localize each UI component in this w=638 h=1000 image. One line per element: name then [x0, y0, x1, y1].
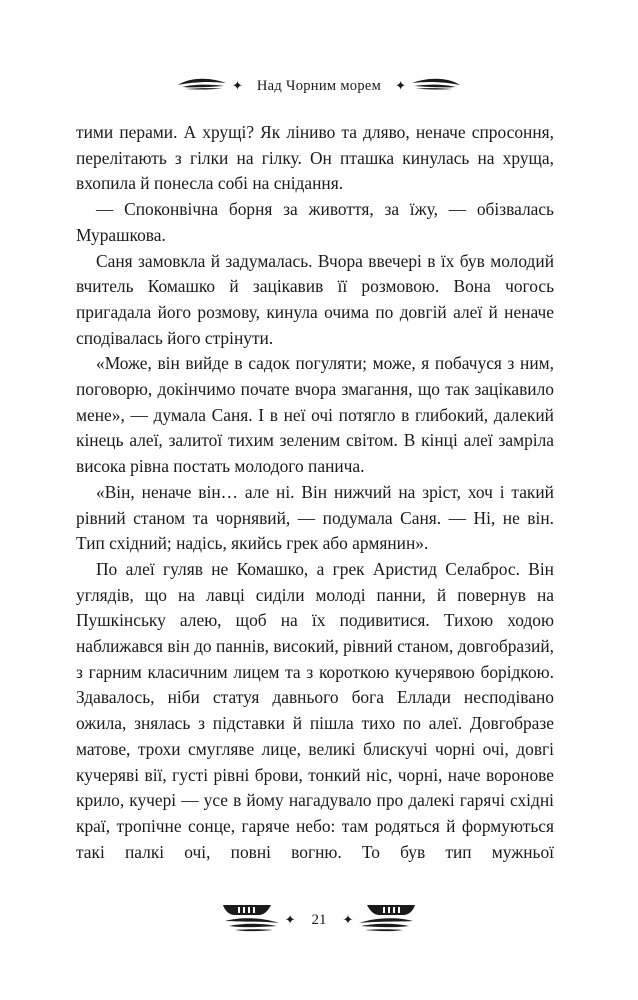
footer-ornament-right-icon — [357, 901, 417, 940]
page-number: 21 — [311, 911, 327, 928]
page-footer — [0, 900, 638, 940]
paragraph-4: «Може, він вийде в садок погуляти; може, я побачуся з ним, поговорю, докінчимо почате вчора змагання, що так зацікавило мене», — думала Саня. І в неї очі потягло в глибокий, далекий кінець алеї, залитої тихим зеленим світом. В кінці алеї замріла висока рівна постать молодого панича. — [76, 353, 554, 477]
running-header — [0, 74, 638, 98]
feather-ornament-left-icon — [176, 76, 228, 97]
footer-star-left-icon: ✦ — [284, 912, 296, 927]
paragraph-6: По алеї гуляв не Комашко, а грек Аристид Селаброс. Він углядів, що на лавці сиділи молоді панни, й повернув на Пушкінську алею, щоб на їх подивитися. Тихою ходою наближався він до паннів, високий, рівний станом, довгобразий, з гарним класичним лицем та з короткою кучерявою борідкою. Здавалось, ніби статуя давнього бога Еллади несподівано ожила, знялась з підставки й пішла тихо по алеї. Довгобразе матове, трохи смугляве лице, великі блискучі чорні очі, довгі кучеряві вії, густі рівні брови, тонкий ніс, чорні, наче воронове крило, кучері — усе в йому нагадувало про далекі гарячі східні краї, тропічне сонце, гаряче небо: там родяться й формуються такі палкі очі, повні вогню. То був тип мужньої — [76, 558, 554, 862]
paragraph-5: «Він, неначе він… але ні. Він нижчий на зріст, хоч і такий рівний станом та чорнявий, — подумала Саня. — Ні, не він. Тип східний; надісь, якийсь грек або армянин». — [76, 481, 554, 554]
feather-ornament-right-icon — [410, 76, 462, 97]
star-right-icon: ✦ — [395, 78, 407, 93]
body-text — [76, 120, 554, 865]
paragraph-2: — Споконвічна борня за живоття, за їжу, — обізвалась Мурашкова. — [76, 199, 554, 245]
star-left-icon: ✦ — [231, 78, 243, 93]
running-title: Над Чорним морем — [256, 77, 382, 94]
paragraph-3: Саня замовкла й задумалась. Вчора ввечері в їх був молодий вчитель Комашко й зацікавив її розмовою. Вона чогось пригадала його розмову, кинула очима по довгій алеї й неначе сподівалась його стрінути. — [76, 250, 554, 348]
footer-star-right-icon: ✦ — [342, 912, 354, 927]
paragraph-1: тими перами. А хрущі? Як ліниво та дляво, неначе спросоння, перелітають з гілки на гілку. Он пташка кинулась на хруща, вхопила й понесла собі на снідання. — [76, 122, 554, 194]
footer-ornament-left-icon — [221, 901, 281, 940]
